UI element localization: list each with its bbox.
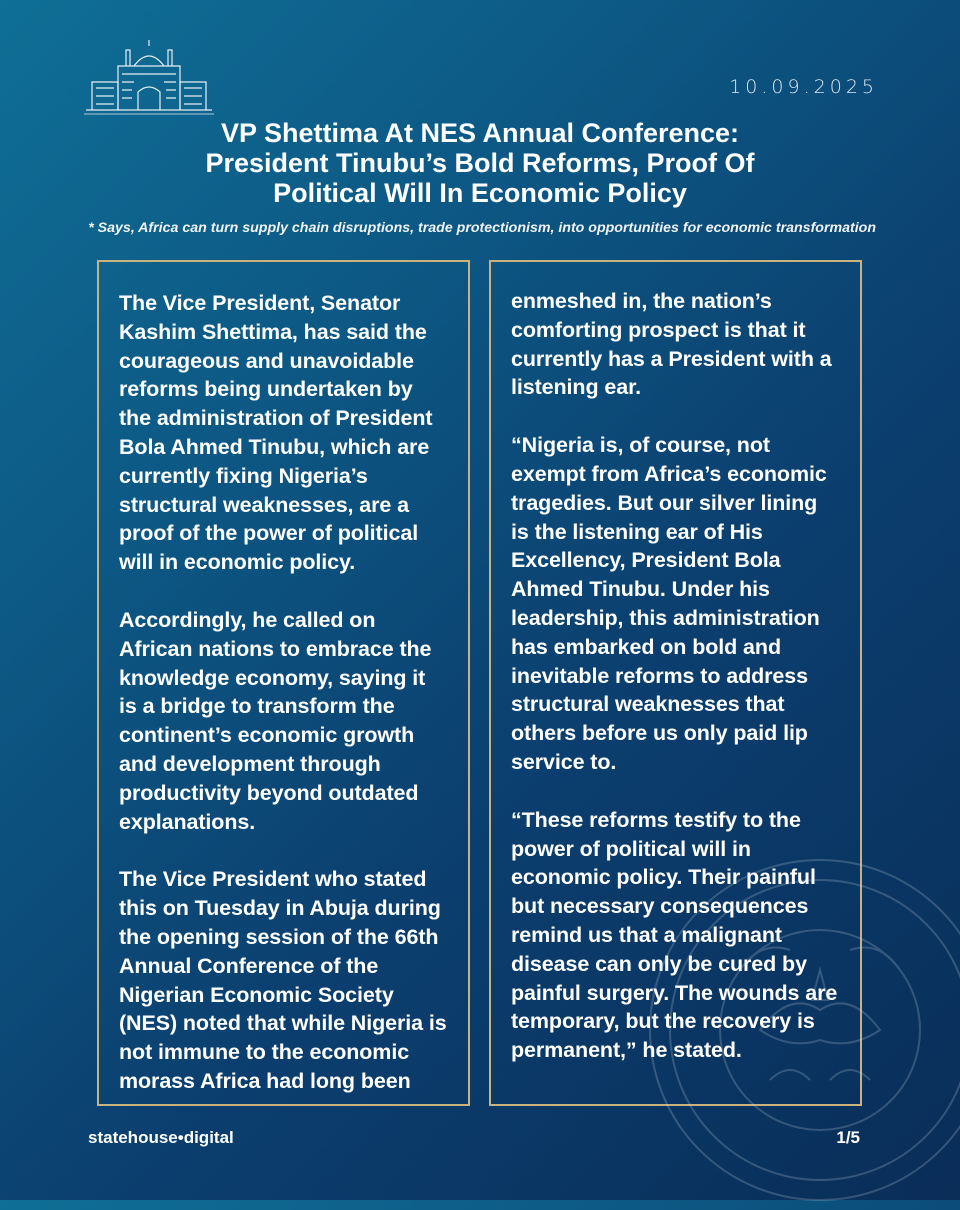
headline-line: VP Shettima At NES Annual Conference:	[220, 118, 740, 148]
paragraph: enmeshed in, the nation’s comforting prospect is that it currently has a President with a listening ear.	[511, 289, 832, 400]
headline-line: Political Will In Economic Policy	[273, 178, 687, 208]
subheadline: * Says, Africa can turn supply chain disruptions, trade protectionism, into opportunities for economic transformation	[88, 220, 876, 236]
presidential-seal-watermark	[640, 850, 960, 1210]
paragraph: The Vice President, Senator Kashim Shettima, has said the courageous and unavoidable reforms being undertaken by the administration of President Bola Ahmed Tinubu, which are currently fixing Nigeria’s structural weaknesses, are a proof of the power of political will in economic policy.	[119, 291, 433, 575]
paragraph: “Nigeria is, of course, not exempt from Africa’s economic tragedies. But our silver lining is the listening ear of His Excellency, President Bola Ahmed Tinubu. Under his leadership, this administration has embarked on bold and inevitable reforms to address structural weaknesses that others before us only paid lip service to.	[511, 433, 827, 774]
paragraph: “These reforms testify to the power of political will in economic policy. Their painful but necessary consequences remind us that a malignant disease can only be cured by painful surgery. The wounds are temporary, but the recovery is permanent,” he stated.	[511, 807, 838, 1063]
headline	[60, 118, 900, 208]
paragraph: The Vice President who stated this on Tuesday in Abuja during the opening session of the 66th Annual Conference of the Nigerian Economic Society (NES) noted that while Nigeria is not immune to the economic morass Africa had long been	[119, 867, 447, 1093]
headline-line: President Tinubu’s Bold Reforms, Proof Of	[205, 148, 755, 178]
page-indicator: 1/5	[836, 1128, 860, 1147]
state-house-logo	[82, 36, 216, 118]
left-text-column	[97, 260, 470, 1106]
brand-label: statehouse•digital	[88, 1128, 234, 1147]
post-date: 10.09.2025	[729, 76, 878, 98]
paragraph: Accordingly, he called on African nations to embrace the knowledge economy, saying it is a bridge to transform the continent’s economic growth and development through productivity beyond outdated explanations.	[119, 607, 432, 834]
